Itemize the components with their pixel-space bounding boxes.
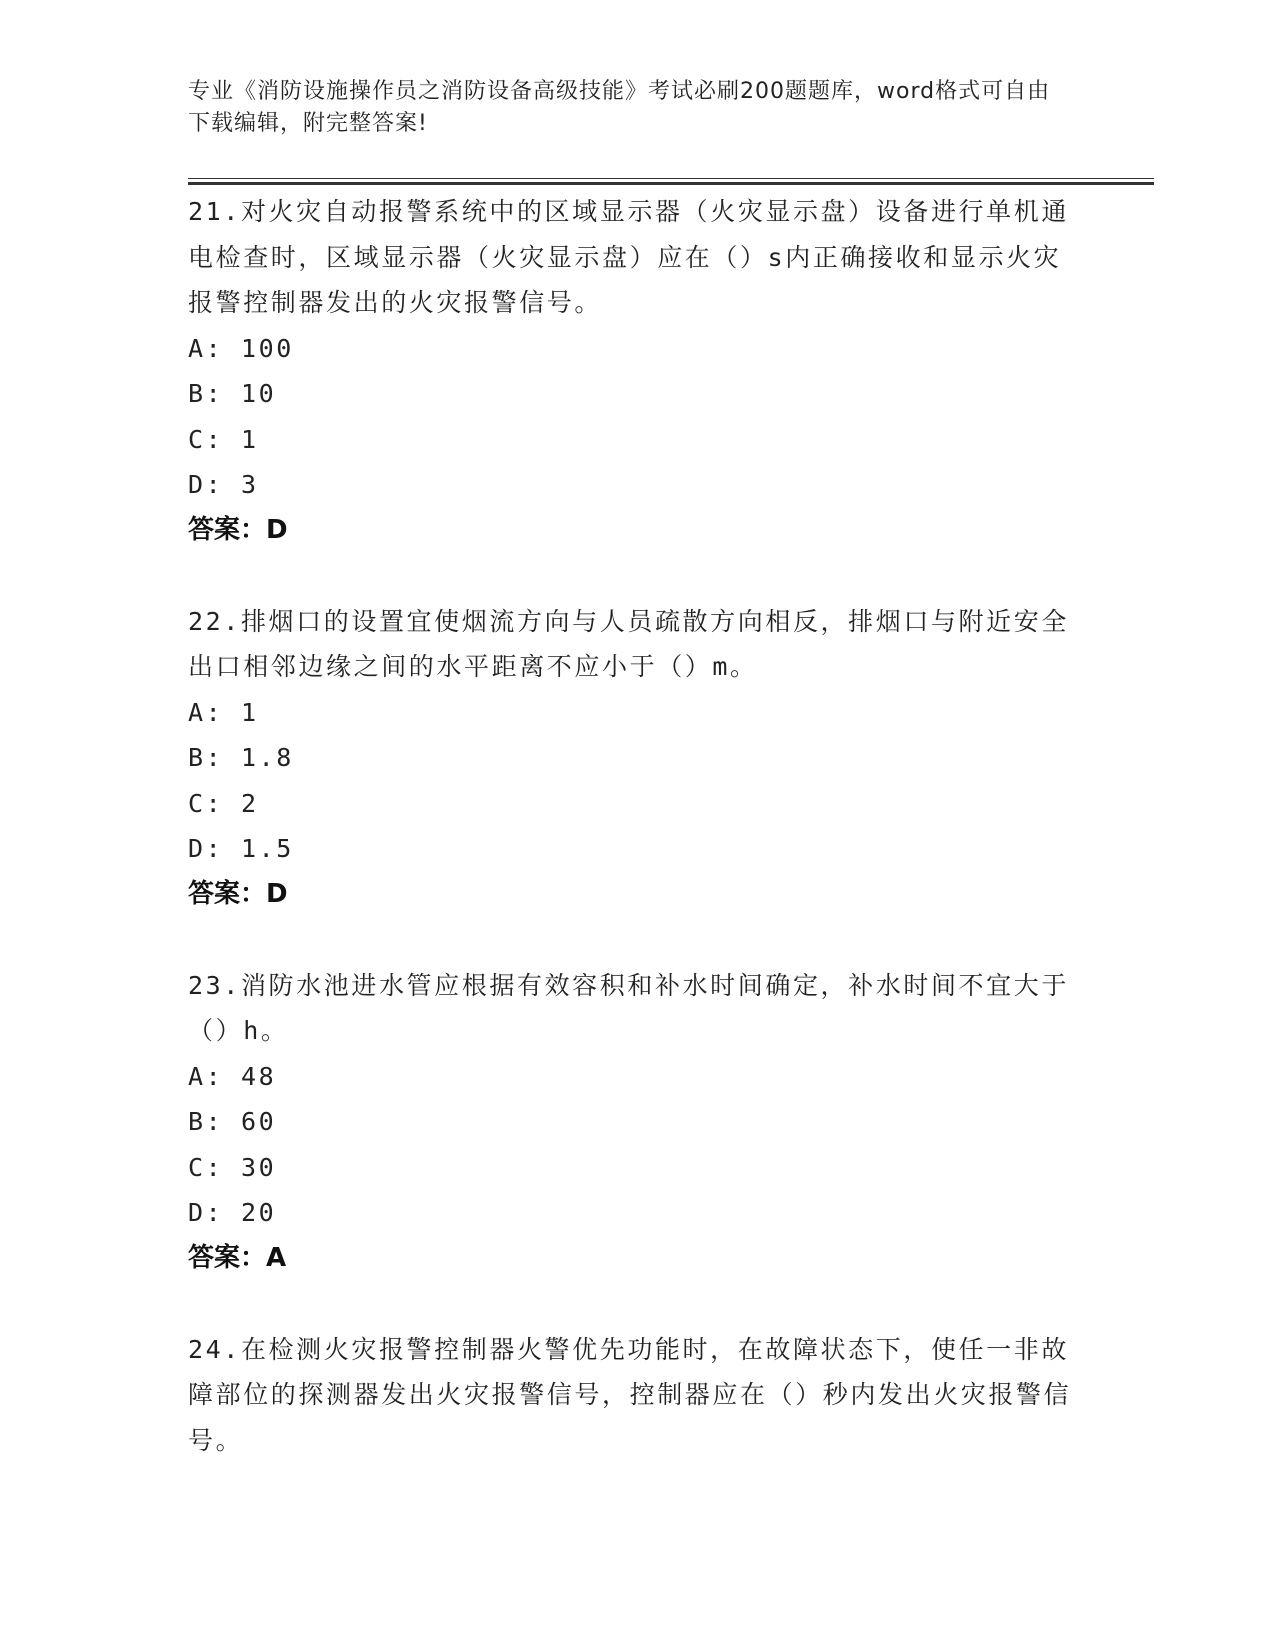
question-stem: 22.排烟口的设置宜使烟流方向与人员疏散方向相反，排烟口与附近安全出口相邻边缘之间的水平距离不应小于（）m。 — [188, 606, 1069, 681]
question-stem: 21.对火灾自动报警系统中的区域显示器（火灾显示盘）设备进行单机通电检查时，区域显示器（火灾显示盘）应在（）s内正确接收和显示火灾报警控制器发出的火灾报警信号。 — [188, 197, 1069, 317]
option-d: D: 3 — [188, 470, 259, 499]
question-23 — [188, 963, 1088, 1327]
option-d: D: 1.5 — [188, 834, 294, 863]
option-d: D: 20 — [188, 1198, 277, 1227]
option-b: B: 10 — [188, 379, 277, 408]
option-c: C: 30 — [188, 1152, 277, 1182]
option-b: B: 60 — [188, 1107, 277, 1136]
question-stem: 23.消防水池进水管应根据有效容积和补水时间确定，补水时间不宜大于（）h。 — [188, 970, 1069, 1045]
question-22 — [188, 599, 1088, 963]
option-c: C: 2 — [188, 788, 259, 818]
question-24 — [188, 1327, 1088, 1464]
question-stem: 24.在检测火灾报警控制器火警优先功能时，在故障状态下，使任一非故障部位的探测器发出火灾报警信号，控制器应在（）秒内发出火灾报警信号。 — [188, 1334, 1072, 1455]
question-gap — [188, 917, 1088, 963]
question-21 — [188, 189, 1088, 599]
answer-line: 答案：A — [188, 1242, 287, 1273]
option-a: A: 100 — [188, 333, 294, 363]
question-gap — [188, 553, 1088, 599]
question-gap — [188, 1281, 1088, 1327]
question-list — [188, 189, 1088, 1463]
header-divider-thin — [188, 178, 1154, 179]
answer-line: 答案：D — [188, 878, 288, 909]
option-c: C: 1 — [188, 424, 259, 454]
option-b: B: 1.8 — [188, 743, 294, 772]
option-a: A: 1 — [188, 697, 259, 727]
answer-line: 答案：D — [188, 514, 288, 545]
header-divider-thick — [188, 182, 1154, 185]
document-header: 专业《消防设施操作员之消防设备高级技能》考试必刷200题题库，word格式可自由下载编辑，附完整答案! — [188, 79, 1051, 136]
option-a: A: 48 — [188, 1061, 277, 1091]
